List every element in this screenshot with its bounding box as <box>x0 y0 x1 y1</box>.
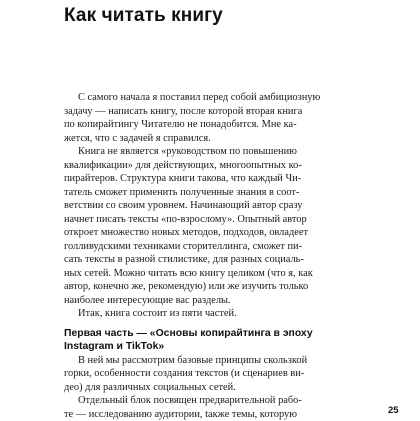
text-line: ветствии со своим уровнем. Начинающий автор сразу <box>64 199 352 213</box>
text-line: сать тексты в разной стилистике, для разных социаль- <box>64 253 352 267</box>
paragraph-parts <box>64 307 352 321</box>
text-line: В ней мы рассмотрим базовые принципы скользкой <box>64 354 352 368</box>
text-line: голливудскими техниками сторителлинга, сможет пи- <box>64 240 352 254</box>
text-line: те — исследованию аудитории, taкже темы, которую <box>64 408 352 421</box>
body-text <box>64 91 352 421</box>
heading-line: Первая часть — «Основы копирайтинга в эпоху <box>64 327 352 341</box>
text-line: татель сможет применить полученные знания в соот- <box>64 186 352 200</box>
paragraph-part-one-intro <box>64 354 352 395</box>
text-line: С самого начала я поставил перед собой амбициозную <box>64 91 352 105</box>
text-line: горки, особенности создания текстов (и сценариев ви- <box>64 367 352 381</box>
text-line: задачу — написать книгу, после которой вторая книга <box>64 105 352 119</box>
text-line: начнет писать тексты «по-взрослому». Опытный автор <box>64 213 352 227</box>
text-line: Итак, книга состоит из пяти частей. <box>64 307 352 321</box>
paragraph-part-one-research <box>64 394 352 421</box>
heading-line: Instagram и TikTok» <box>64 340 352 354</box>
text-line: откроет множество новых методов, подходов, овладеет <box>64 226 352 240</box>
text-line: по копирайтингу Читателю не понадобится. Мне ка- <box>64 118 352 132</box>
text-line: автор, конечно же, рекомендую) или же изучить только <box>64 280 352 294</box>
paragraph-intro <box>64 91 352 145</box>
text-line: Отдельный блок посвящен предварительной рабо- <box>64 394 352 408</box>
section-heading-part-one <box>64 327 352 354</box>
paragraph-structure <box>64 145 352 307</box>
text-line: квалификации» для действующих, многоопытных ко- <box>64 159 352 173</box>
text-line: жется, что с задачей я справился. <box>64 132 352 146</box>
text-line: ных сетей. Можно читать всю книгу целиком (что я, как <box>64 267 352 281</box>
chapter-title: Как читать книгу <box>64 4 223 28</box>
text-line: наиболее интересующие вас разделы. <box>64 294 352 308</box>
text-line: Книга не является «руководством по повышению <box>64 145 352 159</box>
page-number: 25 <box>388 405 399 416</box>
text-line: део) для различных социальных сетей. <box>64 381 352 395</box>
text-line: пирайтеров. Структура книги такова, что каждый Чи- <box>64 172 352 186</box>
